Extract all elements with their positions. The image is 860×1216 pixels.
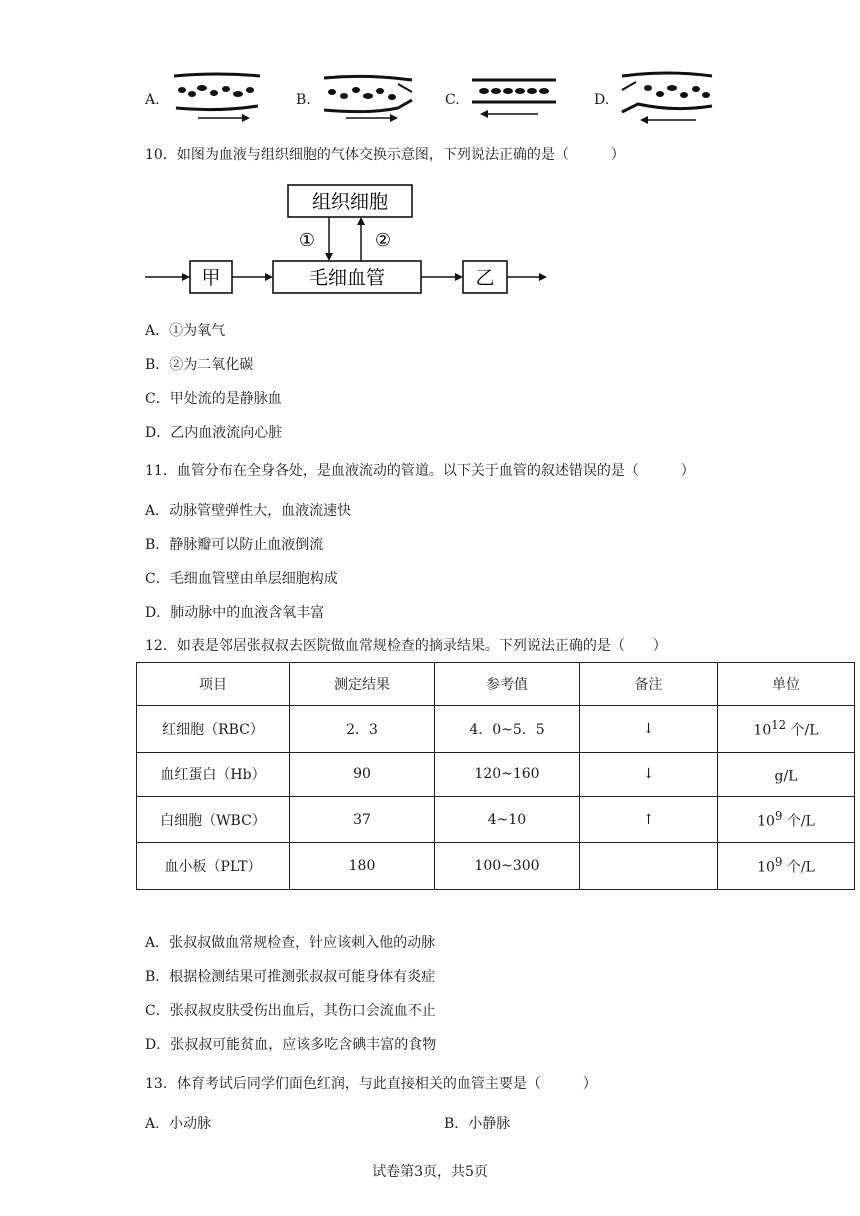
unit-exponent: 12 [771,717,787,732]
unit-base: 10 [757,860,775,877]
cell-result: 37 [290,797,435,843]
yi-label: 乙 [475,267,495,289]
q9-option-a-vessel-icon [168,70,266,122]
q13-stem: 13．体育考试后同学们面色红润，与此直接相关的血管主要是（ ） [145,1076,597,1092]
cell-unit [718,706,855,752]
gas-exchange-diagram [145,180,555,298]
q12-option-d[interactable]: D．张叔叔可能贫血，应该多吃含碘丰富的食物 [145,1037,437,1053]
arrow-1-label: ① [298,230,316,251]
q10-option-b[interactable]: B．②为二氧化碳 [145,357,254,373]
q10-option-a[interactable]: A．①为氧气 [145,323,226,339]
cell-reference: 4．0~5．5 [435,706,580,752]
q13-option-b[interactable]: B．小静脉 [444,1116,511,1132]
header-cell-reference: 参考值 [435,663,580,706]
cell-unit [718,797,855,843]
unit-exponent: 9 [774,808,783,823]
cell-reference: 4~10 [435,797,580,843]
unit-base: 10 [757,813,775,830]
unit-exponent: 9 [774,855,783,870]
table-row [137,706,855,752]
unit-suffix: 个/L [786,722,819,739]
arrow-up-icon [357,217,365,225]
table-row [137,797,855,843]
q9-option-d-vessel-icon [618,68,716,124]
page-footer: 试卷第3页，共5页 [372,1164,488,1180]
cell-note: ↓ [580,706,718,752]
cell-item: 红细胞（RBC） [137,706,290,752]
cell-item: 血小板（PLT） [137,843,290,890]
tissue-cell-label: 组织细胞 [311,191,389,213]
header-cell-item: 项目 [137,663,290,706]
cell-unit [718,843,855,890]
cell-note [580,843,718,890]
q12-stem: 12．如表是邻居张叔叔去医院做血常规检查的摘录结果。下列说法正确的是（ ） [145,638,667,654]
q9-option-b-vessel-icon [320,70,416,122]
q9-option-b-label: B. [296,92,311,108]
table-row [137,843,855,890]
header-cell-unit: 单位 [718,663,855,706]
q11-option-d[interactable]: D．肺动脉中的血液含氧丰富 [145,605,325,621]
q11-stem: 11．血管分布在全身各处，是血液流动的管道。以下关于血管的叙述错误的是（ ） [145,463,695,479]
unit-suffix: 个/L [782,813,815,830]
q12-option-a[interactable]: A．张叔叔做血常规检查，针应该刺入他的动脉 [145,935,436,951]
q13-option-a[interactable]: A．小动脉 [145,1116,212,1132]
header-cell-result: 测定结果 [290,663,435,706]
cell-item: 白细胞（WBC） [137,797,290,843]
arrow-2-label: ② [374,230,392,251]
cell-note: ↓ [580,752,718,796]
blood-test-table [136,662,855,890]
q11-option-a[interactable]: A．动脉管壁弹性大，血液流速快 [145,503,352,519]
q9-option-a-label: A. [145,92,160,108]
header-cell-note: 备注 [580,663,718,706]
unit-suffix: 个/L [782,860,815,877]
cell-result: 90 [290,752,435,796]
cell-item: 血红蛋白（Hb） [137,752,290,796]
q9-option-c-vessel-icon [468,72,560,120]
q11-option-b[interactable]: B．静脉瓣可以防止血液倒流 [145,537,324,553]
q10-stem: 10．如图为血液与组织细胞的气体交换示意图，下列说法正确的是（ ） [145,147,625,163]
cell-result: 180 [290,843,435,890]
cell-result: 2．3 [290,706,435,752]
table-header-row [137,663,855,706]
capillary-label: 毛细血管 [308,267,386,289]
q9-option-d-label: D. [594,92,610,108]
q12-option-b[interactable]: B．根据检测结果可推测张叔叔可能身体有炎症 [145,969,436,985]
jia-label: 甲 [201,267,221,289]
cell-unit [718,752,855,796]
cell-reference: 100~300 [435,843,580,890]
q9-option-c-label: C. [445,92,460,108]
cell-reference: 120~160 [435,752,580,796]
arrow-down-icon [325,253,333,261]
q11-option-c[interactable]: C．毛细血管壁由单层细胞构成 [145,571,338,587]
unit-base: g/L [774,768,798,785]
q12-option-c[interactable]: C．张叔叔皮肤受伤出血后，其伤口会流血不止 [145,1003,436,1019]
q10-option-d[interactable]: D．乙内血液流向心脏 [145,425,283,441]
table-row [137,752,855,796]
q10-option-c[interactable]: C．甲处流的是静脉血 [145,391,282,407]
unit-base: 10 [753,722,772,739]
cell-note: ↑ [580,797,718,843]
